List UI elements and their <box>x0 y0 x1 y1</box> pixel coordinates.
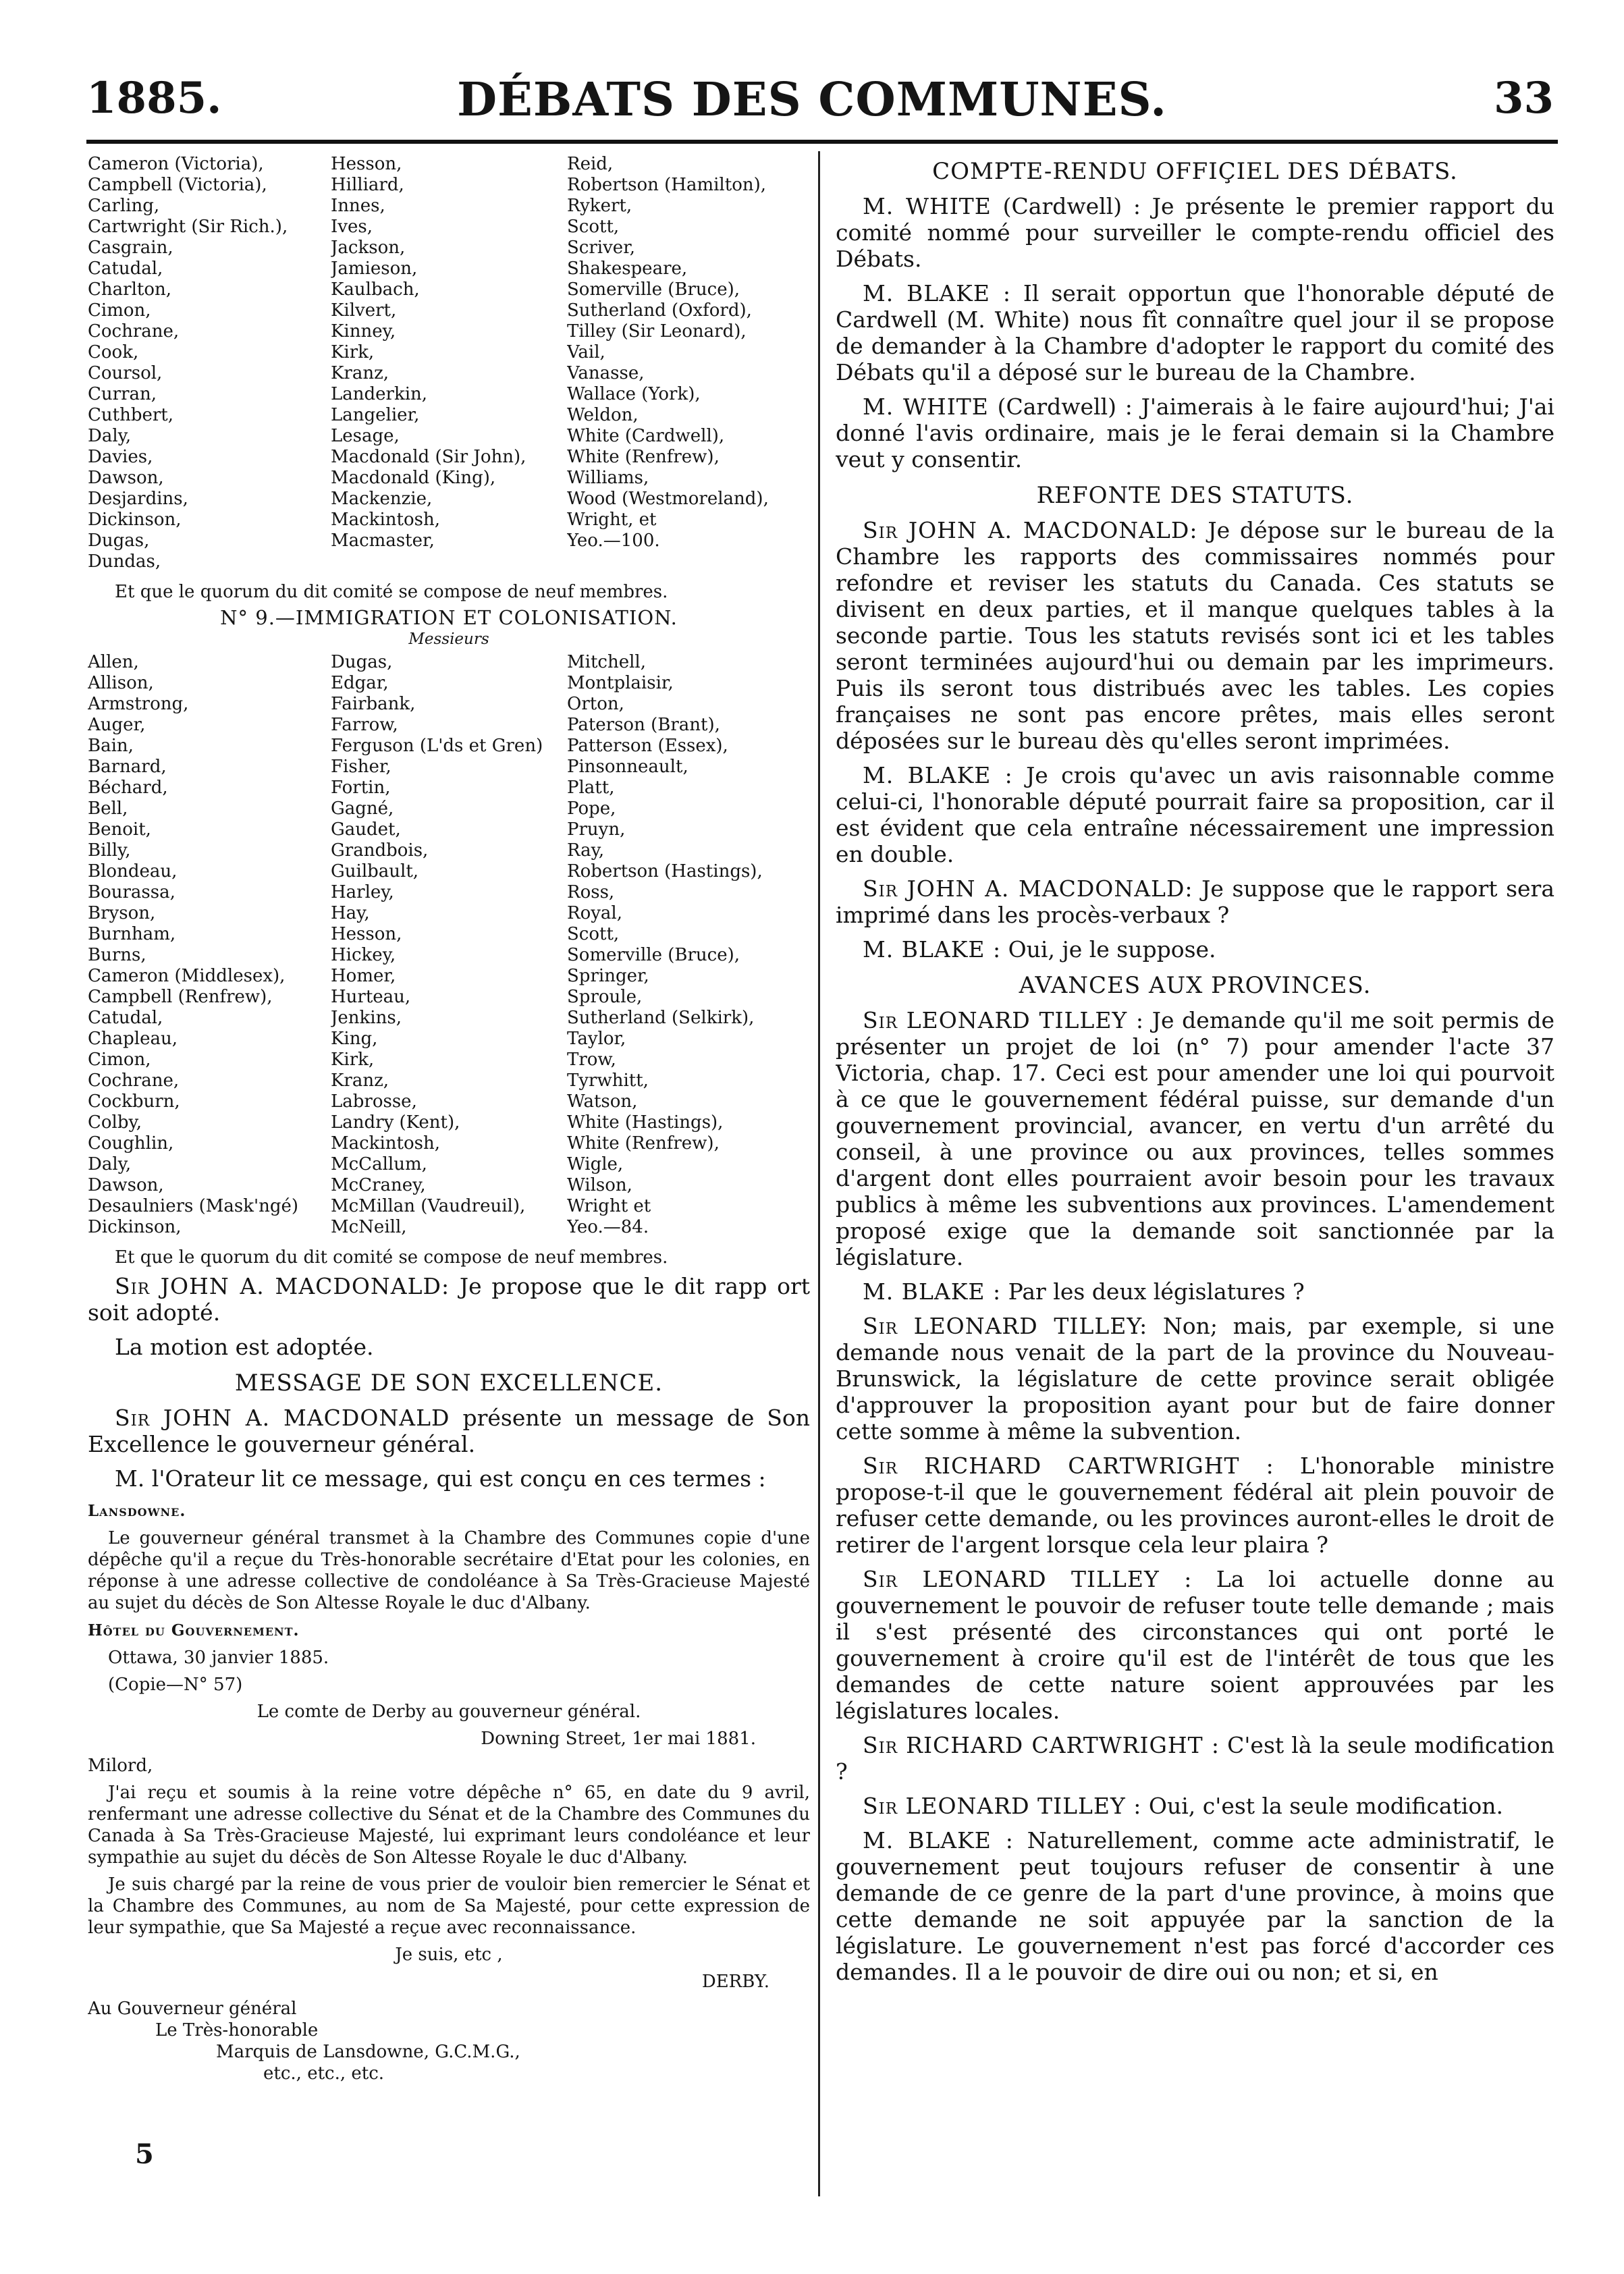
speech-paragraph <box>836 517 1554 754</box>
member-name: Labrosse, <box>331 1091 417 1112</box>
member-name: Wallace (York), <box>567 384 701 404</box>
member-name: Campbell (Renfrew), <box>88 987 273 1007</box>
member-name <box>331 551 567 572</box>
member-name: McNeill, <box>331 1217 407 1237</box>
member-name: Kranz, <box>331 363 389 383</box>
column-divider <box>818 151 820 2196</box>
speech-paragraph <box>836 394 1554 472</box>
folio-number: 5 <box>135 2138 154 2170</box>
member-name: Somerville (Bruce), <box>567 279 740 300</box>
member-name: Kirk, <box>331 342 375 362</box>
member-name: Wright, et <box>567 510 657 530</box>
statutes-paragraphs <box>836 517 1554 963</box>
member-name: Curran, <box>88 384 157 404</box>
copie-line: (Copie—N° 57) <box>108 1675 243 1695</box>
member-name: Landry (Kent), <box>331 1112 460 1133</box>
member-name: Lesage, <box>331 426 400 446</box>
member-name: Tilley (Sir Leonard), <box>567 321 747 342</box>
member-name: Kaulbach, <box>331 279 420 300</box>
member-name: Harley, <box>331 882 394 902</box>
member-name: Cimon, <box>88 300 151 321</box>
speech-paragraph <box>836 875 1554 928</box>
member-name: Catudal, <box>88 1008 163 1028</box>
speech-text: présente un message de Son Excellence le gouverneur général. <box>88 1405 810 1457</box>
member-name: Royal, <box>567 903 622 923</box>
member-name: Mitchell, <box>567 652 646 672</box>
member-name: Cockburn, <box>88 1091 180 1112</box>
speaker-name: M. WHITE <box>863 193 992 219</box>
member-name: Williams, <box>567 468 649 488</box>
speech-text: Oui, c'est la seule modification. <box>1148 1793 1503 1819</box>
member-name: Pope, <box>567 798 616 819</box>
member-name: Weldon, <box>567 405 639 425</box>
quorum-note-2: Et que le quorum du dit comité se compose de neuf membres. <box>115 1247 668 1268</box>
speech-paragraph <box>836 762 1554 867</box>
member-name: Cameron (Victoria), <box>88 154 264 174</box>
signature-lansdowne: Lansdowne. <box>88 1502 186 1520</box>
member-name: Hesson, <box>331 924 402 944</box>
je-suis: Je suis, etc , <box>395 1945 503 1965</box>
member-name: White (Cardwell), <box>567 426 725 446</box>
address-line-4: etc., etc., etc. <box>263 2063 385 2084</box>
section-heading-statutes: REFONTE DES STATUTS. <box>1036 482 1354 509</box>
speech-text: Il serait opportun que l'honorable député de Cardwell (M. White) nous fît connaître quel jour il se propose de demander à la Chambre d'adopter le rapport du comité des Débats qu'il a déposé sur le bureau de la Chambre. <box>836 280 1554 385</box>
address-line-3: Marquis de Lansdowne, G.C.M.G., <box>216 2042 520 2062</box>
ottawa-date: Ottawa, 30 janvier 1885. <box>108 1648 329 1668</box>
member-name: Cameron (Middlesex), <box>88 966 286 986</box>
member-name: Fortin, <box>331 778 391 798</box>
speech-text: La loi actuelle donne au gouvernement le pouvoir de refuser toute telle demande ; mais il s'est présenté des circonstances qui ont porté le gouvernement à croire qu'il est de l'intérêt de tous que les demandes de cette nature soient approuvées par les législatures locales. <box>836 1566 1554 1724</box>
member-name: Mackintosh, <box>331 510 440 530</box>
member-name: Yeo.—84. <box>567 1217 649 1237</box>
speech-paragraph <box>836 1732 1554 1785</box>
member-name: Paterson (Brant), <box>567 715 720 735</box>
member-name: Scott, <box>567 217 620 237</box>
member-name: Shakespeare, <box>567 259 688 279</box>
member-name: Mackenzie, <box>331 489 433 509</box>
member-name: Ives, <box>331 217 373 237</box>
address-line-1: Au Gouverneur général <box>88 1999 297 2019</box>
member-name: Davies, <box>88 447 153 467</box>
member-name: Daly, <box>88 426 132 446</box>
orateur-line: M. l'Orateur lit ce message, qui est conçu en ces termes : <box>115 1465 766 1492</box>
member-name: Wigle, <box>567 1154 624 1174</box>
member-name: Ferguson (L'ds et Gren) <box>331 736 543 756</box>
left-column <box>88 154 810 2084</box>
speaker-name: Sir RICHARD CARTWRIGHT : <box>863 1453 1274 1479</box>
section-heading-provinces: AVANCES AUX PROVINCES. <box>1019 972 1372 999</box>
section-heading-debates: COMPTE-RENDU OFFIÇIEL DES DÉBATS. <box>932 158 1458 185</box>
member-name: Rykert, <box>567 196 632 216</box>
governor-message <box>88 1500 810 2084</box>
speaker-name: M. BLAKE : <box>863 936 1002 963</box>
member-list-1 <box>88 154 810 572</box>
message-body-2: J'ai reçu et soumis à la reine votre dépêche n° 65, en date du 9 avril, renfermant une adresse collective du Sénat et de la Chambre des Communes du Canada à Sa Très-Gracieuse Majesté, lui exprimant leurs condoléance et leur sympathie au sujet du décès de Son Altesse Royale le duc d'Albany. <box>88 1783 810 1868</box>
speech-text: Non; mais, par exemple, si une demande nous venait de la part de la province du Nouveau-Brunswick, la législature de cette province serait obligée d'approuver la proposition ayant pour but de faire donner cette somme à même la subvention. <box>836 1313 1554 1444</box>
member-name: Cartwright (Sir Rich.), <box>88 217 288 237</box>
member-name: Sproule, <box>567 987 643 1007</box>
messieurs-label: Messieurs <box>408 630 489 648</box>
member-name: Allen, <box>88 652 139 672</box>
member-name: Vail, <box>567 342 605 362</box>
member-name: Cimon, <box>88 1050 151 1070</box>
speaker-name: Sir JOHN A. MACDONALD: <box>863 875 1193 902</box>
member-name: Guilbault, <box>331 861 419 882</box>
member-name: Bryson, <box>88 903 156 923</box>
milord: Milord, <box>88 1756 153 1776</box>
member-name: Dugas, <box>331 652 393 672</box>
member-name: White (Renfrew), <box>567 447 720 467</box>
member-name: Homer, <box>331 966 396 986</box>
provinces-paragraphs <box>836 1007 1554 1985</box>
speech-paragraph <box>836 280 1554 385</box>
speech-text: Je dépose sur le bureau de la Chambre les rapports des commissaires nommés pour refondre et reviser les statuts du Canada. Ces statuts se divisent en deux parties, et il manque quelques tables à la seconde partie. Tous les statuts revisés sont ici et les tables seront terminées aujourd'hui ou demain par les imprimeurs. Puis ils seront tous distribués avec les tables. Les copies françaises ne sont pas encore prêtes, mais elles seront déposées sur le bureau dès qu'elles seront imprimées. <box>836 517 1554 754</box>
speech-text: Je suppose que le rapport sera imprimé dans les procès-verbaux ? <box>836 875 1554 928</box>
member-name: King, <box>331 1029 378 1049</box>
speaker-name: Sir LEONARD TILLEY: <box>863 1313 1148 1339</box>
member-name: Trow, <box>567 1050 616 1070</box>
member-name: Hilliard, <box>331 175 404 195</box>
member-name: Gagné, <box>331 798 394 819</box>
member-name: Dawson, <box>88 1175 164 1195</box>
member-name: Béchard, <box>88 778 168 798</box>
derby-line: Le comte de Derby au gouverneur général. <box>256 1702 641 1722</box>
speaker-name: M. BLAKE : <box>863 762 1013 788</box>
member-name: Barnard, <box>88 757 167 777</box>
speaker-name: Sir RICHARD CARTWRIGHT : <box>863 1732 1220 1758</box>
member-name: Charlton, <box>88 279 171 300</box>
member-name: Kirk, <box>331 1050 375 1070</box>
derby-signature: DERBY. <box>701 1972 769 1992</box>
member-name: Cook, <box>88 342 139 362</box>
member-name: Daly, <box>88 1154 132 1174</box>
speaker-name: Sir JOHN A. MACDONALD: <box>115 1273 450 1299</box>
speech-text: (Cardwell) : J'aimerais à le faire aujourd'hui; J'ai donné l'avis ordinaire, mais je le ferai demain si la Chambre veut y consentir. <box>836 394 1554 472</box>
member-name: Gaudet, <box>331 819 401 840</box>
speaker-name: M. BLAKE : <box>863 280 1011 306</box>
member-name: White (Hastings), <box>567 1112 724 1133</box>
header-rule <box>86 140 1558 144</box>
member-name: Edgar, <box>331 673 389 693</box>
quorum-note-1: Et que le quorum du dit comité se compose de neuf membres. <box>115 582 668 602</box>
member-name: Kinney, <box>331 321 396 342</box>
member-name: McMillan (Vaudreuil), <box>331 1196 526 1216</box>
member-name: Hay, <box>331 903 370 923</box>
member-name: Wright et <box>567 1196 651 1216</box>
message-heading: MESSAGE DE SON EXCELLENCE. <box>234 1370 664 1397</box>
speaker-name: Sir LEONARD TILLEY : <box>863 1007 1145 1033</box>
member-name: Chapleau, <box>88 1029 178 1049</box>
member-name: Pinsonneault, <box>567 757 688 777</box>
member-name: Orton, <box>567 694 624 714</box>
member-name: Dugas, <box>88 531 150 551</box>
member-name: Bourassa, <box>88 882 175 902</box>
speech-text: Je demande qu'il me soit permis de présenter un projet de loi (n° 7) pour amender l'acte 37 Victoria, chap. 17. Ceci est pour amender une loi qui pourvoit à ce que le gouvernement fédéral puisse, sur demande d'un gouvernement provincial, avancer, en vertu d'un arrêté du conseil, à une province ou aux provinces, telles sommes d'argent dont elles pourraient avoir besoin pour les travaux publics à même les subventions aux provinces. L'amendement proposé exige que la demande soit sanctionnée par la législature. <box>836 1007 1554 1270</box>
member-name: Sutherland (Oxford), <box>567 300 752 321</box>
speech-text: C'est là la seule modification ? <box>836 1732 1554 1785</box>
member-name: Yeo.—100. <box>567 531 660 551</box>
member-name: Coughlin, <box>88 1133 174 1154</box>
member-name: Dickinson, <box>88 510 182 530</box>
member-name: Reid, <box>567 154 614 174</box>
member-name: Bell, <box>88 798 128 819</box>
member-name: Kilvert, <box>331 300 397 321</box>
member-name: Armstrong, <box>88 694 189 714</box>
member-name: Tyrwhitt, <box>567 1071 649 1091</box>
member-name: Allison, <box>88 673 154 693</box>
member-name: Casgrain, <box>88 238 173 258</box>
member-name: Cuthbert, <box>88 405 174 425</box>
member-name: McCallum, <box>331 1154 427 1174</box>
member-name: Pruyn, <box>567 819 626 840</box>
member-name: Somerville (Bruce), <box>567 945 740 965</box>
message-intro <box>88 1405 810 1457</box>
member-name: Robertson (Hastings), <box>567 861 763 882</box>
speaker-name: M. BLAKE : <box>863 1827 1014 1853</box>
member-name: Ross, <box>567 882 615 902</box>
member-name: Innes, <box>331 196 385 216</box>
speaker-name: Sir LEONARD TILLEY : <box>863 1566 1193 1592</box>
hotel-line: Hôtel du Gouvernement. <box>88 1621 300 1640</box>
member-name: Patterson (Essex), <box>567 736 728 756</box>
member-name: Macmaster, <box>331 531 435 551</box>
member-name: Robertson (Hamilton), <box>567 175 767 195</box>
member-name: Scriver, <box>567 238 636 258</box>
member-name: Dawson, <box>88 468 164 488</box>
page-title: DÉBATS DES COMMUNES. <box>457 73 1167 127</box>
member-name: Wilson, <box>567 1175 632 1195</box>
member-name: Billy, <box>88 840 131 861</box>
member-name: Burnham, <box>88 924 176 944</box>
address-line-2: Le Très-honorable <box>155 2020 319 2040</box>
member-name: Campbell (Victoria), <box>88 175 267 195</box>
member-name: Langelier, <box>331 405 420 425</box>
speech-text: Naturellement, comme acte administratif, le gouvernement peut toujours refuser de consentir à une demande de ce genre de la part d'une province, à moins que cette demande ne soit appuyée par la sanction de la législature. Le gouvernement n'est pas forcé d'accorder ces demandes. Il a le pouvoir de dire oui ou non; et si, en <box>836 1827 1554 1985</box>
member-name: Hurteau, <box>331 987 411 1007</box>
speech-paragraph <box>836 193 1554 272</box>
member-name: Catudal, <box>88 259 163 279</box>
speech-text: (Cardwell) : Je présente le premier rapport du comité nommé pour surveiller le compte-rendu officiel des Débats. <box>836 193 1554 272</box>
member-name: Jackson, <box>331 238 406 258</box>
speech-paragraph <box>836 1278 1554 1305</box>
member-name: Dickinson, <box>88 1217 182 1237</box>
message-body-1: Le gouverneur général transmet à la Chambre des Communes copie d'une dépêche qu'il a reçue du Très-honorable secrétaire d'Etat pour les colonies, en réponse à une adresse collective de condoléance à Sa Très-Gracieuse Majesté au sujet du décès de Son Altesse Royale le duc d'Albany. <box>88 1528 810 1613</box>
member-name: Ray, <box>567 840 605 861</box>
member-name: Carling, <box>88 196 160 216</box>
speaker-name: M. WHITE <box>863 394 989 420</box>
member-name: Montplaisir, <box>567 673 674 693</box>
speech-text: Par les deux législatures ? <box>1008 1278 1305 1305</box>
right-column <box>836 154 1554 1993</box>
page-number: 33 <box>1493 73 1554 124</box>
member-name <box>567 551 810 572</box>
member-name: Fisher, <box>331 757 391 777</box>
committee-9-title: N° 9.—IMMIGRATION ET COLONISATION. <box>220 606 678 629</box>
member-name: Taylor, <box>567 1029 626 1049</box>
speech-paragraph <box>836 1827 1554 1985</box>
member-name: Desaulniers (Mask'ngé) <box>88 1196 299 1216</box>
member-name: Scott, <box>567 924 620 944</box>
speech-text: Oui, je le suppose. <box>1008 936 1216 963</box>
member-name: Hickey, <box>331 945 396 965</box>
member-name: Wood (Westmoreland), <box>567 489 769 509</box>
member-name: Macdonald (King), <box>331 468 496 488</box>
member-name: Burns, <box>88 945 146 965</box>
member-name: Vanasse, <box>567 363 645 383</box>
member-name: Bain, <box>88 736 134 756</box>
macdonald-motion <box>88 1273 810 1326</box>
member-name: Jamieson, <box>331 259 418 279</box>
member-name: Farrow, <box>331 715 398 735</box>
member-name: Fairbank, <box>331 694 416 714</box>
speaker-name: Sir LEONARD TILLEY : <box>863 1793 1142 1819</box>
motion-adopted: La motion est adoptée. <box>115 1334 374 1360</box>
member-name: Coursol, <box>88 363 163 383</box>
speaker-name: Sir JOHN A. MACDONALD: <box>863 517 1198 543</box>
member-name: Landerkin, <box>331 384 428 404</box>
speech-paragraph <box>836 936 1554 963</box>
speech-paragraph <box>836 1793 1554 1819</box>
member-name: Auger, <box>88 715 146 735</box>
member-name: Cochrane, <box>88 1071 180 1091</box>
member-name: Grandbois, <box>331 840 429 861</box>
speech-text: Je propose que le dit rapp ort soit adopté. <box>88 1273 810 1326</box>
message-body-3: Je suis chargé par la reine de vous prier de vouloir bien remercier le Sénat et la Chambre des Communes, au nom de Sa Majesté, pour cette expression de leur sympathie, que Sa Majesté a reçue avec reconnaissance. <box>88 1874 810 1938</box>
member-name: Mackintosh, <box>331 1133 440 1154</box>
member-name: Desjardins, <box>88 489 188 509</box>
member-name: Hesson, <box>331 154 402 174</box>
downing-street-date: Downing Street, 1er mai 1881. <box>481 1729 756 1749</box>
speech-text: Je crois qu'avec un avis raisonnable comme celui-ci, l'honorable député pourrait faire sa proposition, car il est évident que cela entraîne nécessairement une impression en double. <box>836 762 1554 867</box>
speech-paragraph <box>836 1453 1554 1558</box>
speech-paragraph <box>836 1313 1554 1444</box>
speaker-name: M. BLAKE : <box>863 1278 1002 1305</box>
speech-text: L'honorable ministre propose-t-il que le gouvernement fédéral ait plein pouvoir de refuser cette demande, ou les provinces auront-elles le droit de retirer de l'argent lorsque cela leur plaira ? <box>836 1453 1554 1558</box>
speaker-name: Sir JOHN A. MACDONALD <box>115 1405 450 1431</box>
member-name: Kranz, <box>331 1071 389 1091</box>
member-name: Macdonald (Sir John), <box>331 447 526 467</box>
member-name: White (Renfrew), <box>567 1133 720 1154</box>
speech-paragraph <box>836 1007 1554 1270</box>
debates-paragraphs <box>836 193 1554 472</box>
member-name: Platt, <box>567 778 615 798</box>
member-name: Blondeau, <box>88 861 178 882</box>
member-name: Colby, <box>88 1112 142 1133</box>
member-name: Benoit, <box>88 819 151 840</box>
member-name: Watson, <box>567 1091 638 1112</box>
member-name: Jenkins, <box>331 1008 402 1028</box>
member-name: Cochrane, <box>88 321 180 342</box>
member-name: Springer, <box>567 966 649 986</box>
speech-paragraph <box>836 1566 1554 1724</box>
page-year: 1885. <box>86 73 222 124</box>
member-name: Sutherland (Selkirk), <box>567 1008 755 1028</box>
member-name: McCraney, <box>331 1175 426 1195</box>
member-list-2 <box>88 652 810 1238</box>
member-name: Dundas, <box>88 551 161 572</box>
